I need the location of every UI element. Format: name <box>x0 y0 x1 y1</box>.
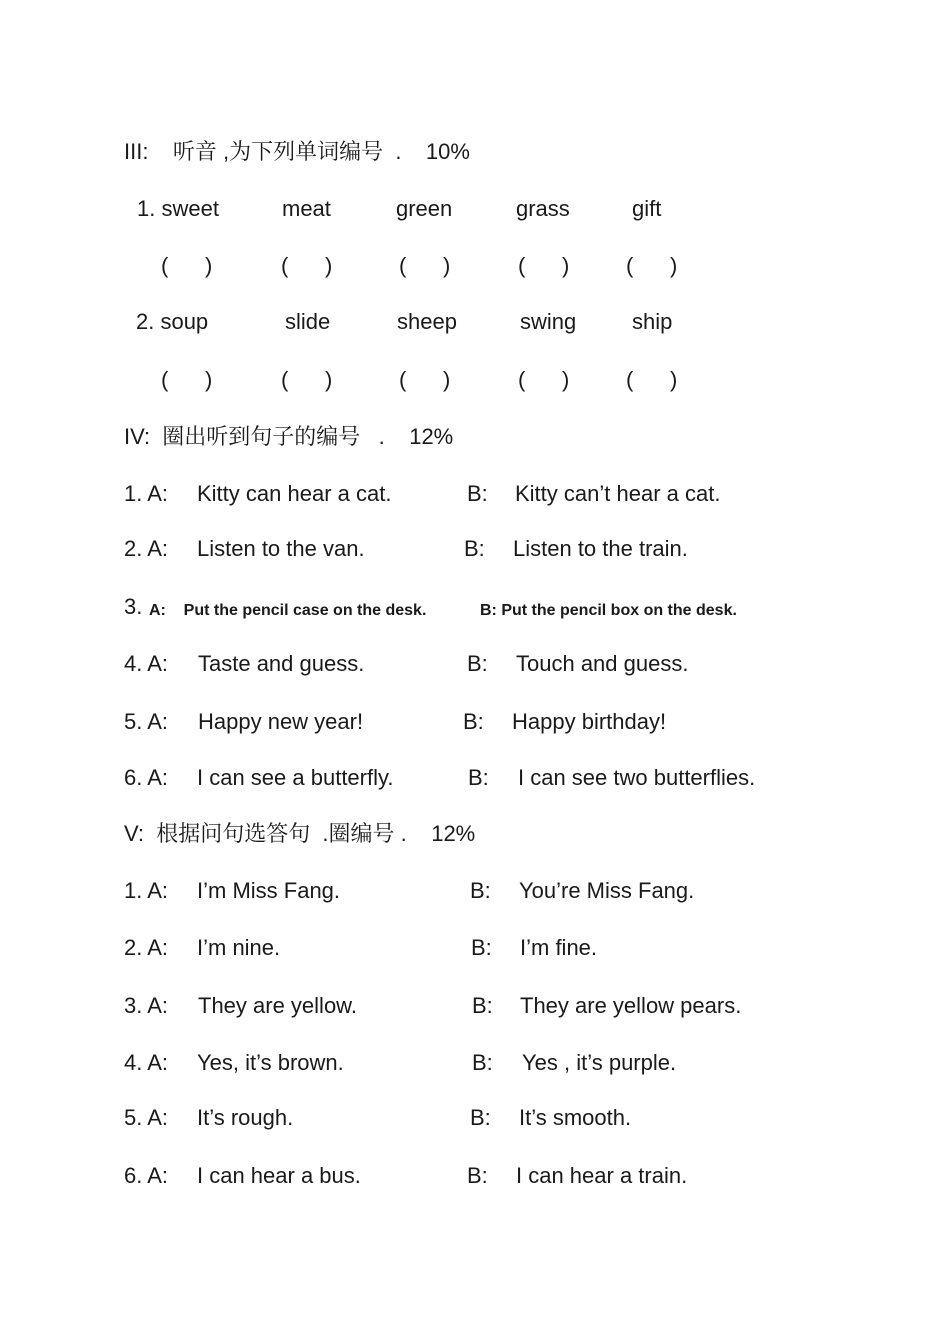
option-b[interactable]: Yes , it’s purple. <box>522 1050 677 1075</box>
option-a[interactable]: Happy new year! <box>198 709 364 734</box>
option-b-label: B: <box>470 1105 491 1130</box>
item-number: 1. A: <box>124 481 169 506</box>
option-a[interactable]: Listen to the van. <box>197 536 365 561</box>
option-b-label: B: <box>463 709 484 734</box>
option-b[interactable]: B: Put the pencil box on the desk. <box>480 602 737 619</box>
option-a[interactable]: Kitty can hear a cat. <box>197 481 392 506</box>
answer-blank[interactable]: ( ) <box>518 367 570 392</box>
word-swing: swing <box>520 309 577 334</box>
option-b[interactable]: I can see two butterflies. <box>518 765 756 790</box>
option-b[interactable]: It’s smooth. <box>519 1105 632 1130</box>
option-a[interactable]: I’m nine. <box>197 935 281 960</box>
answer-blank[interactable]: ( ) <box>626 253 678 278</box>
item-number: 3. <box>124 594 143 619</box>
option-a[interactable]: They are yellow. <box>198 993 357 1018</box>
item-number: 4. A: <box>124 651 169 676</box>
option-a[interactable]: I can hear a bus. <box>197 1163 361 1188</box>
option-b[interactable]: Touch and guess. <box>516 651 689 676</box>
word-sheep: sheep <box>397 309 457 334</box>
option-a[interactable]: I can see a butterfly. <box>197 765 394 790</box>
item-number: 6. A: <box>124 765 169 790</box>
answer-blank[interactable]: ( ) <box>626 367 678 392</box>
option-b-label: B: <box>468 765 489 790</box>
answer-blank[interactable]: ( ) <box>518 253 570 278</box>
option-b[interactable]: I’m fine. <box>520 935 598 960</box>
option-a[interactable]: A: Put the pencil case on the desk. <box>149 602 427 619</box>
option-b-label: B: <box>472 1050 493 1075</box>
option-b-label: B: <box>471 935 492 960</box>
option-b-label: B: <box>470 878 491 903</box>
option-a[interactable]: Yes, it’s brown. <box>197 1050 344 1075</box>
item-number: 1. A: <box>124 878 169 903</box>
option-a[interactable]: I’m Miss Fang. <box>197 878 341 903</box>
answer-blank[interactable]: ( ) <box>161 367 213 392</box>
word-sweet: 1. sweet <box>137 196 219 221</box>
option-b[interactable]: Happy birthday! <box>512 709 667 734</box>
option-b[interactable]: I can hear a train. <box>516 1163 688 1188</box>
option-a[interactable]: Taste and guess. <box>198 651 365 676</box>
section5-header: V: 根据问句选答句 .圈编号 . 12% <box>124 821 476 846</box>
option-b-label: B: <box>467 1163 488 1188</box>
option-b-label: B: <box>472 993 493 1018</box>
item-number: 2. A: <box>124 536 169 561</box>
word-soup: 2. soup <box>136 309 209 334</box>
item-number: 5. A: <box>124 709 169 734</box>
option-b[interactable]: Kitty can’t hear a cat. <box>515 481 721 506</box>
item-number: 6. A: <box>124 1163 169 1188</box>
option-b-label: B: <box>467 481 488 506</box>
option-b[interactable]: They are yellow pears. <box>520 993 742 1018</box>
answer-blank[interactable]: ( ) <box>399 253 451 278</box>
answer-blank[interactable]: ( ) <box>281 253 333 278</box>
word-gift: gift <box>632 196 662 221</box>
option-b[interactable]: Listen to the train. <box>513 536 688 561</box>
item-number: 3. A: <box>124 993 169 1018</box>
answer-blank[interactable]: ( ) <box>399 367 451 392</box>
word-ship: ship <box>632 309 673 334</box>
word-slide: slide <box>285 309 331 334</box>
item-number: 4. A: <box>124 1050 169 1075</box>
word-meat: meat <box>282 196 331 221</box>
section4-header: IV: 圈出听到句子的编号 . 12% <box>124 424 454 449</box>
item-number: 2. A: <box>124 935 169 960</box>
option-a[interactable]: It’s rough. <box>197 1105 294 1130</box>
option-b-label: B: <box>467 651 488 676</box>
word-grass: grass <box>516 196 570 221</box>
option-b-label: B: <box>464 536 485 561</box>
answer-blank[interactable]: ( ) <box>281 367 333 392</box>
answer-blank[interactable]: ( ) <box>161 253 213 278</box>
section3-header: III: 听音 ,为下列单词编号 . 10% <box>124 139 470 164</box>
word-green: green <box>396 196 453 221</box>
option-b[interactable]: You’re Miss Fang. <box>519 878 695 903</box>
item-number: 5. A: <box>124 1105 169 1130</box>
